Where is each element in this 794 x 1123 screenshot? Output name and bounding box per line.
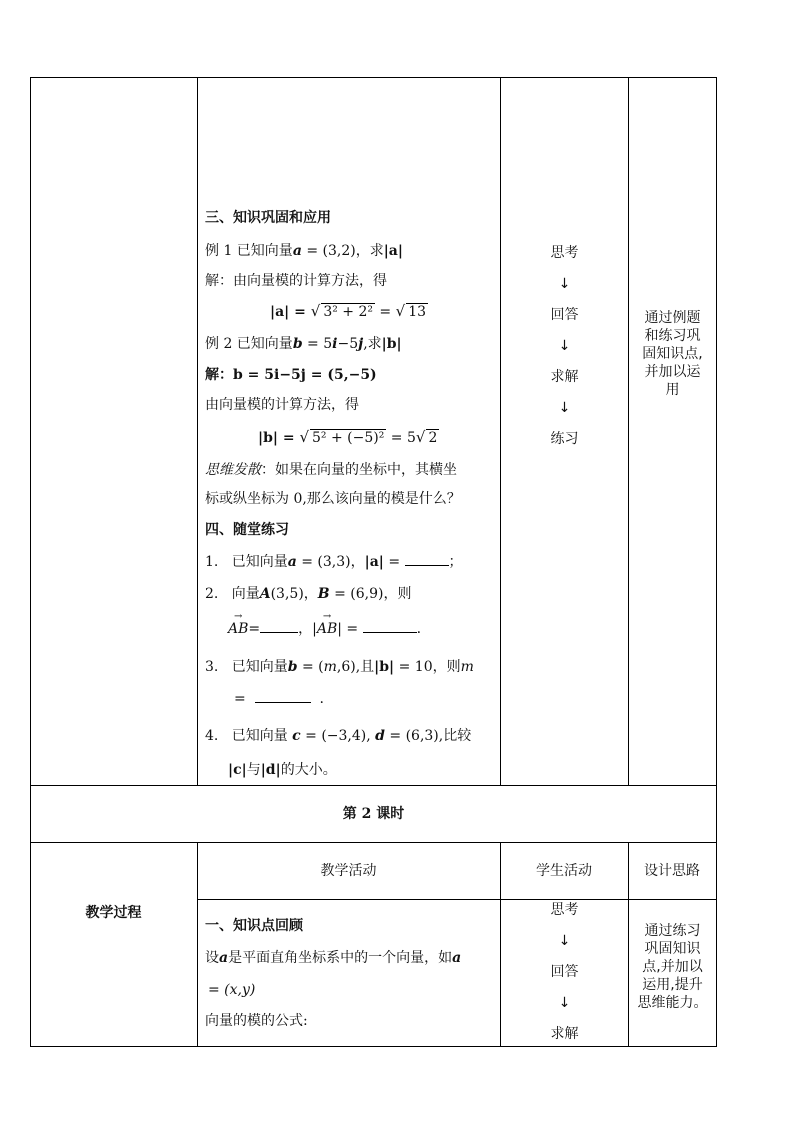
example1-solution: 解：由向量模的计算方法，得 xyxy=(205,273,387,289)
exercise-2: 2. 向量A(3,5)，B = (6,9)，则 xyxy=(205,586,412,602)
down-arrow-icon: ↓ xyxy=(558,995,571,1011)
student-activity-flow-1 xyxy=(501,244,628,461)
example2-formula: |b| = √ 5² + (−5)² = 5√ 2 xyxy=(258,428,438,446)
exercise-4-line2: |c|与|d|的大小。 xyxy=(228,762,337,778)
example1-question: 例 1 已知向量a = (3,2)，求|a| xyxy=(205,243,403,259)
table-border-top xyxy=(30,77,717,78)
lesson2-line3: 向量的模的公式: xyxy=(205,1013,308,1029)
student-activity-flow-2 xyxy=(501,901,628,1056)
flow-step: 求解 xyxy=(550,1026,579,1042)
divergent-thinking-line1: 思维发散：如果在向量的坐标中，其横坐 xyxy=(205,462,457,478)
example2-question: 例 2 已知向量b = 5i−5j,求|b| xyxy=(205,336,402,352)
example2-method: 由向量模的计算方法，得 xyxy=(205,397,359,413)
down-arrow-icon: ↓ xyxy=(558,400,571,416)
flow-step: 回答 xyxy=(550,307,579,323)
down-arrow-icon: ↓ xyxy=(558,338,571,354)
flow-step: 思考 xyxy=(550,245,579,261)
header-design-idea: 设计思路 xyxy=(644,863,700,879)
down-arrow-icon: ↓ xyxy=(558,276,571,292)
row-divider-lesson-top xyxy=(30,785,717,786)
section4-heading: 四、随堂练习 xyxy=(205,522,289,538)
design-note-1: 通过例题 和练习巩 固知识点, 并加以运 用 xyxy=(642,310,703,398)
divergent-thinking-line2: 标或纵坐标为 0,那么该向量的模是什么？ xyxy=(205,491,461,507)
design-note-2: 通过练习 巩固知识 点,并加以 运用,提升 思维能力。 xyxy=(637,923,708,1011)
header-row-divider xyxy=(197,899,717,900)
example1-formula: |a| = √ 3² + 2² = √ 13 xyxy=(270,302,427,320)
table-border-right xyxy=(716,77,717,1047)
flow-step: 思考 xyxy=(550,902,579,918)
section3-heading: 三、知识巩固和应用 xyxy=(205,210,331,226)
exercise-2-line2: → AB= ，| → AB| = . xyxy=(228,611,422,637)
flow-step: 求解 xyxy=(550,369,579,385)
flow-step: 练习 xyxy=(550,431,579,447)
header-teaching-activity: 教学活动 xyxy=(320,863,377,879)
teaching-process-label: 教学过程 xyxy=(85,905,142,921)
exercise-1: 1. 已知向量a = (3,3)，|a| = ； xyxy=(205,554,463,570)
exercise-3: 3. 已知向量b = (m,6),且|b| = 10，则m xyxy=(205,659,474,675)
col-divider-1-top xyxy=(197,77,198,785)
lesson2-section1-heading: 一、知识点回顾 xyxy=(205,918,303,934)
header-student-activity: 学生活动 xyxy=(536,863,592,879)
exercise-4: 4. 已知向量 c = (−3,4), d = (6,3),比较 xyxy=(205,728,472,744)
flow-step: 回答 xyxy=(550,964,579,980)
answer-blank[interactable] xyxy=(405,553,449,566)
row-divider-lesson-bottom xyxy=(30,842,717,843)
down-arrow-icon: ↓ xyxy=(558,933,571,949)
lesson2-title: 第 2 课时 xyxy=(342,806,405,822)
answer-blank[interactable] xyxy=(363,620,417,633)
exercise-3-line2: = . xyxy=(234,691,324,707)
answer-blank[interactable] xyxy=(260,620,298,633)
col-divider-3-top xyxy=(628,77,629,785)
lesson2-line1: 设a是平面直角坐标系中的一个向量，如a xyxy=(205,950,462,966)
table-border-left xyxy=(30,77,31,1047)
lesson2-line2: = (x,y) xyxy=(208,982,256,998)
answer-blank[interactable] xyxy=(255,690,311,703)
example2-solution: 解：b = 5i−5j = (5,−5) xyxy=(205,367,377,383)
